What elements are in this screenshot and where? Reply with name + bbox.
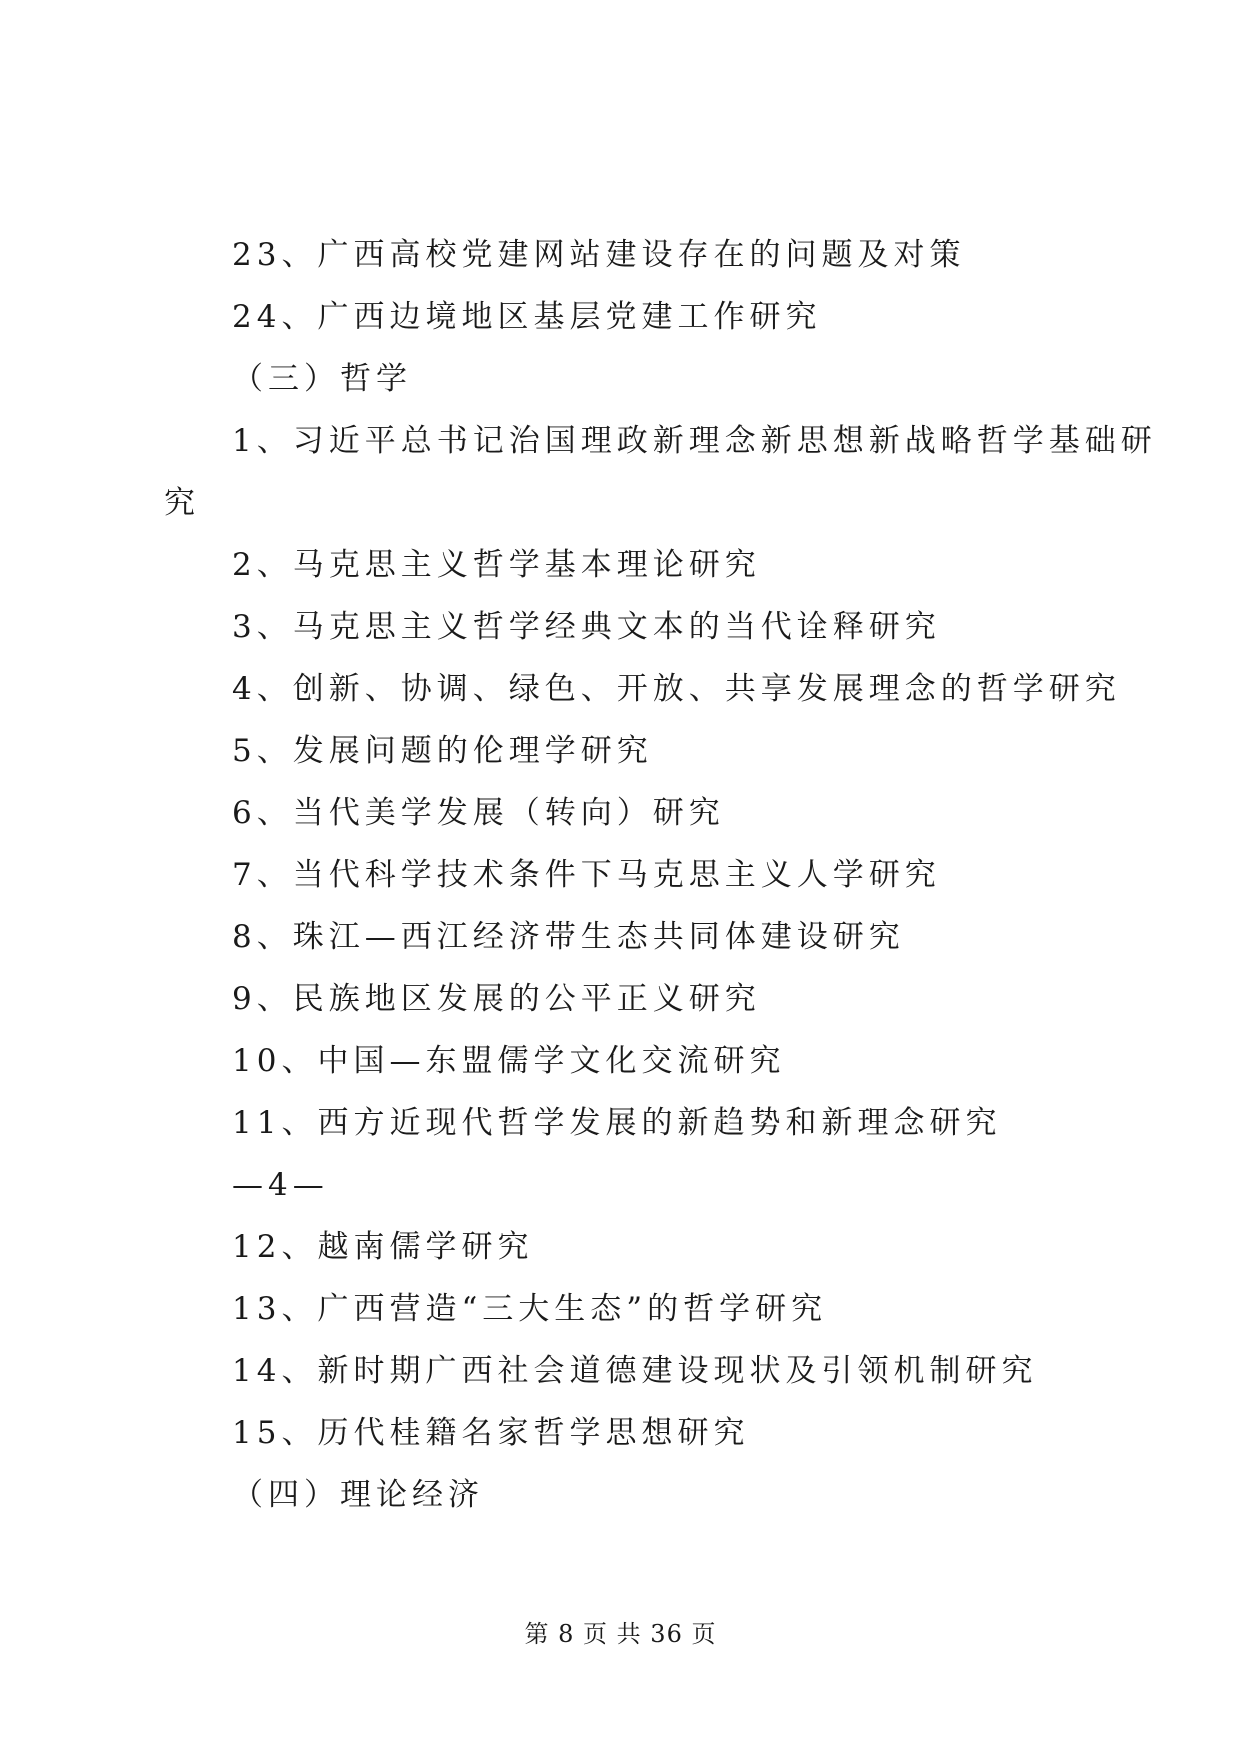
page-footer: 第 8 页 共 36 页 (524, 1620, 717, 1648)
list-item: 12、越南儒学研究 (232, 1229, 534, 1265)
section-heading: （三）哲学 (232, 361, 412, 397)
list-item: 10、中国—东盟儒学文化交流研究 (232, 1043, 786, 1079)
list-item: 2、马克思主义哲学基本理论研究 (232, 547, 761, 583)
list-item: 6、当代美学发展（转向）研究 (232, 795, 725, 831)
list-item-continuation: 究 (164, 485, 200, 521)
list-item: 15、历代桂籍名家哲学思想研究 (232, 1415, 750, 1451)
list-item: 8、珠江—西江经济带生态共同体建设研究 (232, 919, 905, 955)
list-item: 24、广西边境地区基层党建工作研究 (232, 299, 822, 335)
list-item: 14、新时期广西社会道德建设现状及引领机制研究 (232, 1353, 1038, 1389)
list-item: 5、发展问题的伦理学研究 (232, 733, 653, 769)
list-item: 1、习近平总书记治国理政新理念新思想新战略哲学基础研 (232, 423, 1157, 459)
list-item: 23、广西高校党建网站建设存在的问题及对策 (232, 237, 966, 273)
inline-page-number: —4— (232, 1167, 329, 1203)
list-item: 9、民族地区发展的公平正义研究 (232, 981, 761, 1017)
list-item: 3、马克思主义哲学经典文本的当代诠释研究 (232, 609, 941, 645)
section-heading: （四）理论经济 (232, 1477, 484, 1513)
list-item: 13、广西营造“三大生态”的哲学研究 (232, 1291, 828, 1327)
list-item: 7、当代科学技术条件下马克思主义人学研究 (232, 857, 941, 893)
list-item: 11、西方近现代哲学发展的新趋势和新理念研究 (232, 1105, 1002, 1141)
list-item: 4、创新、协调、绿色、开放、共享发展理念的哲学研究 (232, 671, 1121, 707)
